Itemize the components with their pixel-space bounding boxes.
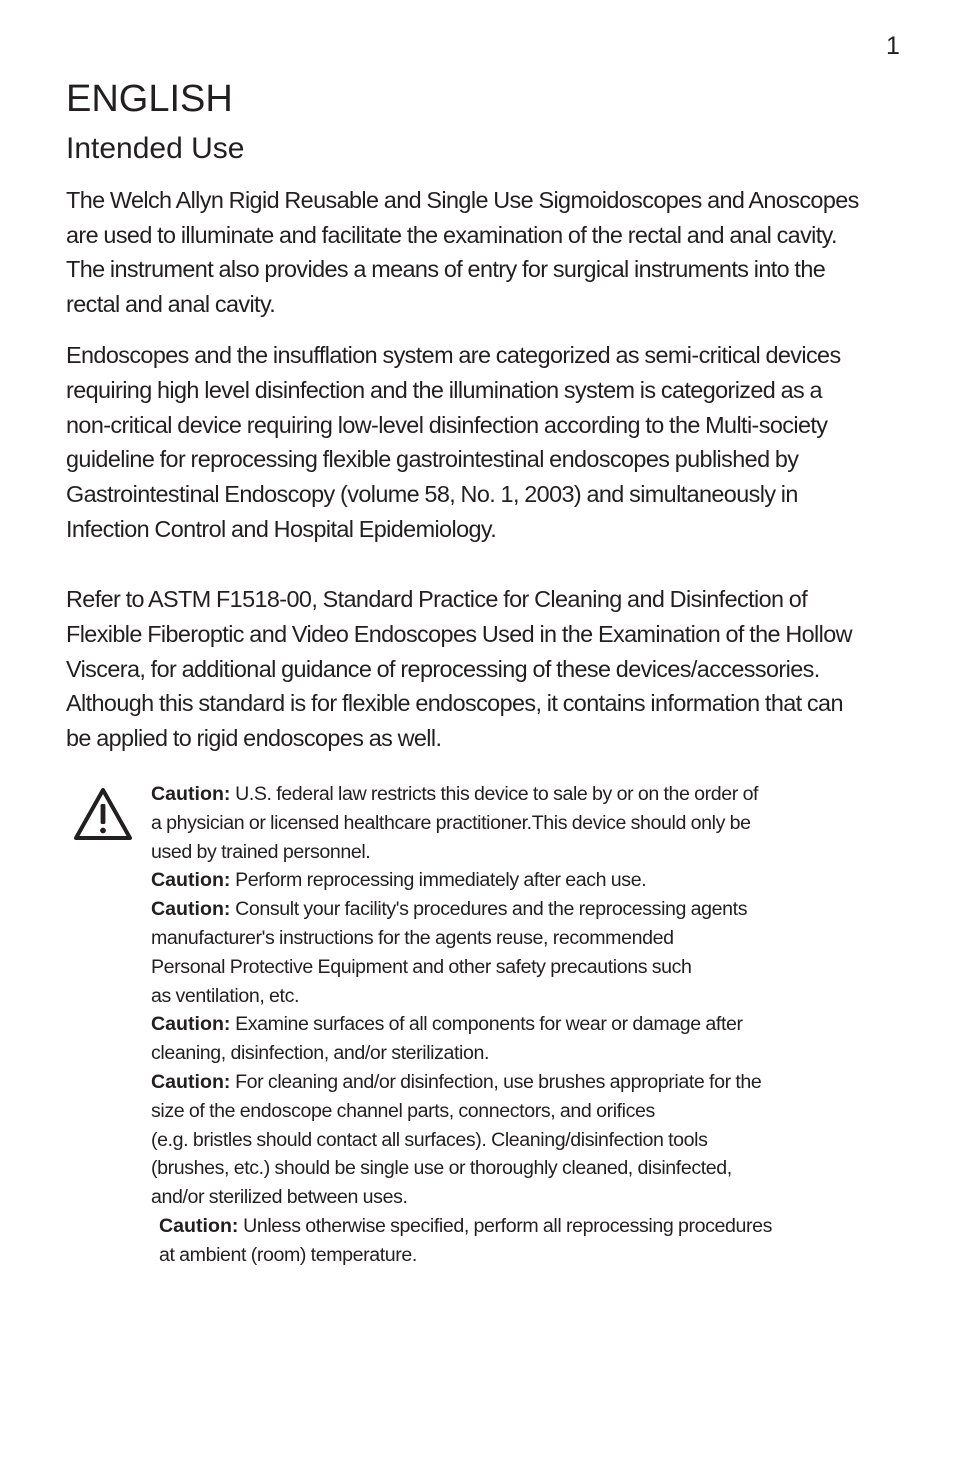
caution-label: Caution: bbox=[151, 1070, 231, 1093]
page-number: 1 bbox=[886, 32, 900, 60]
cautions-list bbox=[151, 780, 841, 1270]
warning-triangle-icon bbox=[72, 786, 134, 844]
caution-examine-surfaces bbox=[151, 1010, 841, 1068]
caution-label: Caution: bbox=[151, 869, 231, 892]
caution-text: Unless otherwise specified, perform all reprocessing procedures at ambient (room) temperature. bbox=[159, 1214, 772, 1266]
caution-consult-procedures bbox=[151, 895, 841, 1010]
language-title: ENGLISH bbox=[66, 78, 233, 120]
section-title: Intended Use bbox=[66, 132, 245, 165]
caution-text: Consult your facility's procedures and the reprocessing agents manufacturer's instructions for the agents reuse, recommended Personal Protective Equipment and other safety precautions such as ventilation, etc. bbox=[151, 898, 748, 1007]
caution-federal-law bbox=[151, 780, 841, 866]
caution-label: Caution: bbox=[159, 1214, 239, 1237]
caution-text: Perform reprocessing immediately after each use. bbox=[230, 869, 647, 892]
astm-reference-paragraph: Refer to ASTM F1518-00, Standard Practice for Cleaning and Disinfection of Flexible Fiberoptic and Video Endoscopes Used in the Examination of the Hollow Viscera, for additional guidance of reprocessing of these devices/accessories. Although this standard is for flexible endoscopes, it contains information that can be applied to rigid endoscopes as well. bbox=[66, 586, 852, 752]
caution-text: Examine surfaces of all components for wear or damage after cleaning, disinfection, and/or sterilization. bbox=[151, 1013, 743, 1065]
caution-text: For cleaning and/or disinfection, use brushes appropriate for the size of the endoscope channel parts, connectors, and orifices (e.g. bristles should contact all surfaces). Cleaning/disinfection tools (brushes, etc.) should be single use or thoroughly cleaned, disinfected, and/or sterilized between uses. bbox=[151, 1070, 762, 1209]
intended-use-paragraph: The Welch Allyn Rigid Reusable and Single Use Sigmoidoscopes and Anoscopes are used to illuminate and facilitate the examination of the rectal and anal cavity. The instrument also provides a means of entry for surgical instruments into the rectal and anal cavity. bbox=[66, 187, 859, 317]
caution-text: U.S. federal law restricts this device to sale by or on the order of a physician or licensed healthcare practitioner.This device should only be used by trained personnel. bbox=[151, 783, 759, 863]
caution-label: Caution: bbox=[151, 898, 231, 921]
caution-label: Caution: bbox=[151, 1013, 231, 1036]
caution-ambient-temperature bbox=[151, 1212, 841, 1270]
caution-reprocess-immediately bbox=[151, 866, 841, 895]
caution-label: Caution: bbox=[151, 783, 231, 805]
classification-paragraph: Endoscopes and the insufflation system are categorized as semi-critical devices requiring high level disinfection and the illumination system is categorized as a non-critical device requiring low-level disinfection according to the Multi-society guideline for reprocessing flexible gastrointestinal endoscopes published by Gastrointestinal Endoscopy (volume 58, No. 1, 2003) and simultaneously in Infection Control and Hospital Epidemiology. bbox=[66, 342, 841, 542]
caution-brushes bbox=[151, 1068, 841, 1212]
